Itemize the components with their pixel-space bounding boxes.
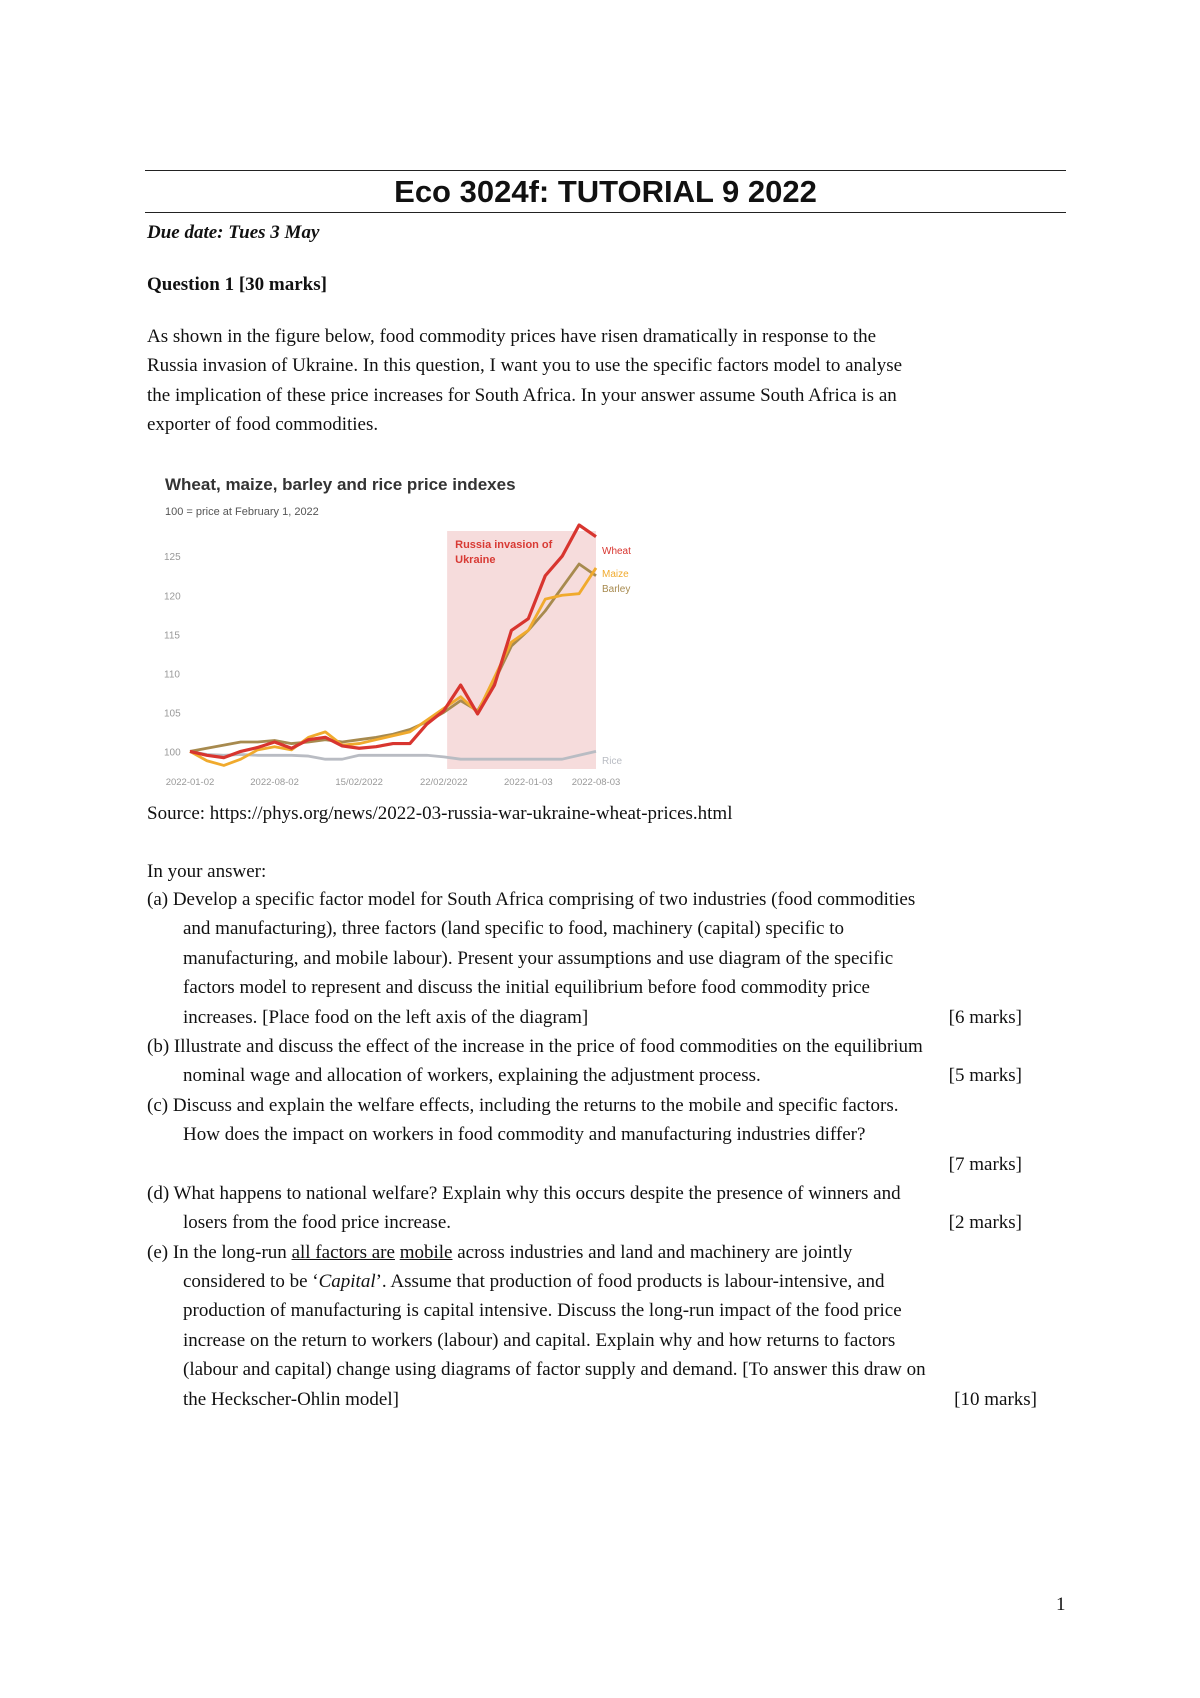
question-e-text: (e) In the long-run (147, 1241, 292, 1263)
question-e-text: considered to be ‘ (183, 1271, 319, 1293)
series-label-rice: Rice (602, 756, 623, 767)
y-tick-label: 105 (164, 708, 181, 720)
y-tick-label: 110 (164, 669, 180, 681)
underlined-phrase: all factors are (291, 1241, 395, 1263)
series-label-wheat: Wheat (602, 546, 631, 557)
y-tick-label: 125 (164, 552, 181, 564)
x-axis-ticks (166, 777, 621, 788)
series-label-maize: Maize (602, 569, 629, 580)
y-tick-label: 120 (164, 591, 181, 603)
question-b-line: nominal wage and allocation of workers, explaining the adjustment process. (183, 1065, 761, 1087)
price-index-chart (160, 467, 680, 797)
intro-line: the implication of these price increases for South Africa. In your answer assume South Africa is an (147, 384, 897, 406)
question-e-line (147, 1238, 1067, 1267)
question-d-last-line (147, 1208, 1067, 1237)
underlined-phrase: mobile (399, 1241, 453, 1263)
x-tick-label: 2022-08-02 (250, 777, 299, 788)
answer-intro: In your answer: (147, 861, 267, 882)
question-list (147, 885, 1067, 1414)
due-date: Due date: Tues 3 May (147, 222, 320, 243)
question-e-line (147, 1267, 1067, 1296)
question-a-line: (a) Develop a specific factor model for South Africa comprising of two industries (food commodities (147, 889, 916, 910)
question-c-line: How does the impact on workers in food commodity and manufacturing industries differ? (183, 1124, 866, 1146)
question-a-line: manufacturing, and mobile labour). Present your assumptions and use diagram of the specific (183, 947, 894, 969)
x-tick-label: 2022-01-03 (504, 777, 553, 788)
question-a-marks: [6 marks] (948, 1006, 1022, 1028)
question-a-line: and manufacturing), three factors (land specific to food, machinery (capital) specific to (183, 918, 845, 940)
question-a-last-line (147, 1003, 1067, 1032)
title-top-rule (145, 170, 1066, 171)
y-tick-label: 115 (164, 630, 180, 642)
italic-term: Capital (318, 1271, 376, 1293)
figure-source: Source: https://phys.org/news/2022-03-russia-war-ukraine-wheat-prices.html (147, 803, 733, 824)
question-e-marks: [10 marks] (954, 1388, 1037, 1410)
intro-line: Russia invasion of Ukraine. In this question, I want you to use the specific factors model to analyse (147, 355, 903, 377)
series-label-barley: Barley (602, 584, 631, 595)
page-number: 1 (1056, 1594, 1066, 1615)
title-bottom-rule (145, 212, 1066, 213)
question-e-last-line (147, 1385, 1067, 1414)
question-heading: Question 1 [30 marks] (147, 274, 327, 295)
question-c-marks-line (147, 1150, 1067, 1179)
question-e-text: ’. Assume that production of food products is labour-intensive, and (375, 1271, 885, 1293)
question-d-line: losers from the food price increase. (183, 1212, 452, 1234)
shaded-region-label: Ukraine (455, 554, 496, 566)
question-e-line: (labour and capital) change using diagrams of factor supply and demand. [To answer this draw on (183, 1359, 926, 1381)
question-c-marks: [7 marks] (948, 1153, 1022, 1175)
invasion-shaded-region (447, 531, 596, 769)
shaded-region-label: Russia invasion of (455, 539, 553, 551)
chart-title: Wheat, maize, barley and rice price indexes (165, 475, 516, 494)
chart-svg (160, 467, 680, 797)
x-tick-label: 2022-08-03 (571, 777, 621, 788)
question-a-line: factors model to represent and discuss the initial equilibrium before food commodity price (183, 977, 870, 999)
intro-paragraph (147, 322, 1067, 440)
x-tick-label: 15/02/2022 (335, 777, 383, 788)
question-b-last-line (147, 1061, 1067, 1090)
x-tick-label: 2022-01-02 (165, 777, 215, 788)
question-d-marks: [2 marks] (948, 1212, 1022, 1234)
intro-line: exporter of food commodities. (147, 414, 379, 436)
question-e-text: across industries and land and machinery are jointly (452, 1241, 853, 1263)
question-b-marks: [5 marks] (948, 1065, 1022, 1087)
intro-line: As shown in the figure below, food commodity prices have risen dramatically in response to the (147, 326, 877, 347)
question-e-line: the Heckscher-Ohlin model] (183, 1388, 399, 1410)
question-e-line: increase on the return to workers (labour) and capital. Explain why and how returns to factors (183, 1329, 896, 1351)
question-c-line: (c) Discuss and explain the welfare effects, including the returns to the mobile and specific factors. (147, 1094, 899, 1116)
question-b-line: (b) Illustrate and discuss the effect of the increase in the price of food commodities on the equilibrium (147, 1035, 923, 1057)
x-tick-label: 22/02/2022 (419, 777, 468, 788)
document-title: Eco 3024f: TUTORIAL 9 2022 (394, 174, 817, 209)
question-d-line: (d) What happens to national welfare? Explain why this occurs despite the presence of winners and (147, 1182, 901, 1204)
chart-subtitle: 100 = price at February 1, 2022 (165, 506, 319, 518)
question-a-line: increases. [Place food on the left axis of the diagram] (183, 1006, 589, 1028)
y-tick-label: 100 (164, 747, 181, 759)
question-e-line: production of manufacturing is capital intensive. Discuss the long-run impact of the food price (183, 1300, 902, 1322)
chart-series-labels (602, 546, 631, 767)
y-axis-ticks (164, 552, 181, 758)
